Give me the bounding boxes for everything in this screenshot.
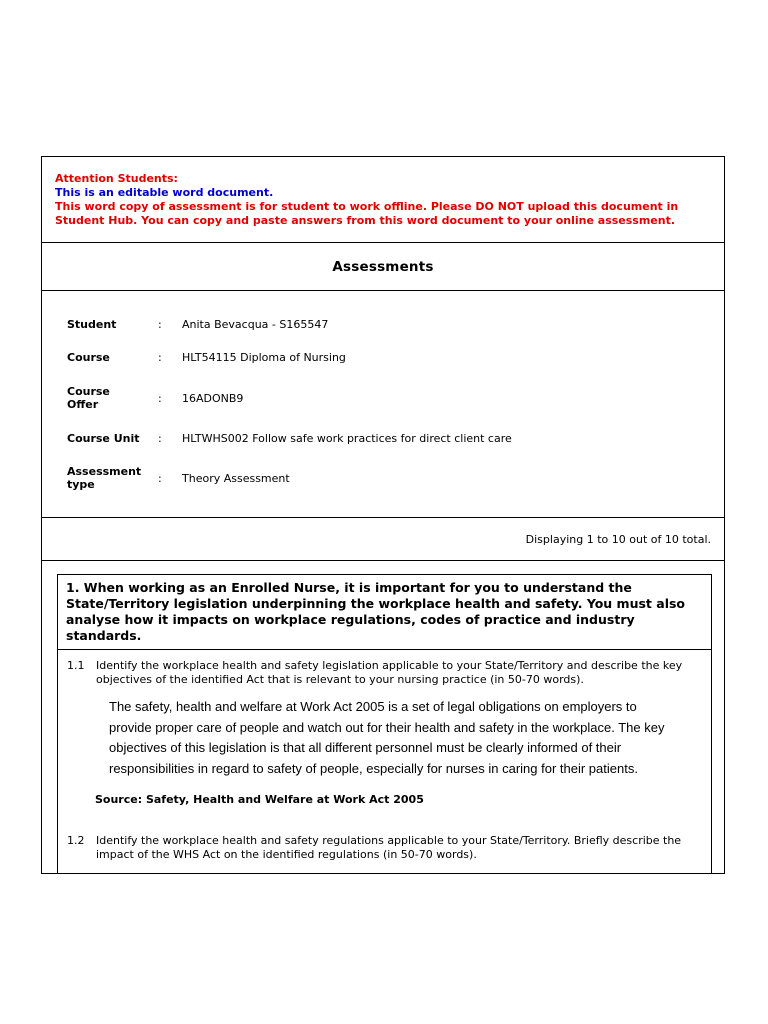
- course-unit-label: Course Unit: [67, 432, 140, 445]
- course-label: Course: [67, 351, 110, 364]
- question-item-text: Identify the workplace health and safety regulations applicable to your State/Territory. Briefly describe the impact of the WHS Act on the identified regulations (in 50-70 words).: [96, 834, 682, 861]
- question-item-text: Identify the workplace health and safety legislation applicable to your State/Territory and describe the key objectives of the identified Act that is relevant to your nursing practice (in 50-70 words).: [96, 659, 683, 686]
- course-offer-separator: :: [158, 392, 162, 405]
- attention-notice: [42, 157, 724, 243]
- question-item-number: 1.2: [67, 834, 85, 847]
- assessment-type-value: Theory Assessment: [182, 472, 290, 485]
- pagination-bar: [42, 518, 724, 561]
- offline-use-warning: This word copy of assessment is for student to work offline. Please DO NOT upload this document in Student Hub. You can copy and paste answers from this word document to your online assessment.: [55, 200, 679, 227]
- student-value: Anita Bevacqua - S165547: [182, 318, 329, 331]
- course-value: HLT54115 Diploma of Nursing: [182, 351, 346, 364]
- course-offer-label: Course Offer: [67, 385, 110, 411]
- assessment-details: [42, 291, 724, 518]
- question-item-1-2: [67, 834, 707, 864]
- course-offer-value: 16ADONB9: [182, 392, 244, 405]
- question-item-number: 1.1: [67, 659, 85, 672]
- course-separator: :: [158, 351, 162, 364]
- course-unit-separator: :: [158, 432, 162, 445]
- student-label: Student: [67, 318, 117, 331]
- answer-source: Source: Safety, Health and Welfare at Work Act 2005: [95, 793, 424, 806]
- editable-document-note: This is an editable word document.: [55, 186, 274, 199]
- answer-text[interactable]: The safety, health and welfare at Work Act 2005 is a set of legal obligations on employers to provide proper care of people and watch out for their health and safety in the workplace. The key objectives of this legislation is that all different personnel must be clearly informed of their responsibilities in regard to safety of people, especially for nurses in caring for their patients.: [109, 699, 665, 776]
- assessment-type-separator: :: [158, 472, 162, 485]
- page-title: Assessments: [42, 243, 724, 291]
- assessment-type-label: Assessment type: [67, 465, 142, 491]
- student-separator: :: [158, 318, 162, 331]
- question-item-1-1: [67, 659, 707, 689]
- assessment-frame: [41, 156, 725, 874]
- question-heading: 1. When working as an Enrolled Nurse, it is important for you to understand the State/Territory legislation underpinning the workplace health and safety. You must also analyse how it impacts on workplace regulations, codes of practice and industry standards.: [58, 575, 711, 650]
- course-unit-value: HLTWHS002 Follow safe work practices for direct client care: [182, 432, 512, 445]
- pagination-text: Displaying 1 to 10 out of 10 total.: [525, 533, 711, 546]
- attention-heading: Attention Students:: [55, 172, 178, 185]
